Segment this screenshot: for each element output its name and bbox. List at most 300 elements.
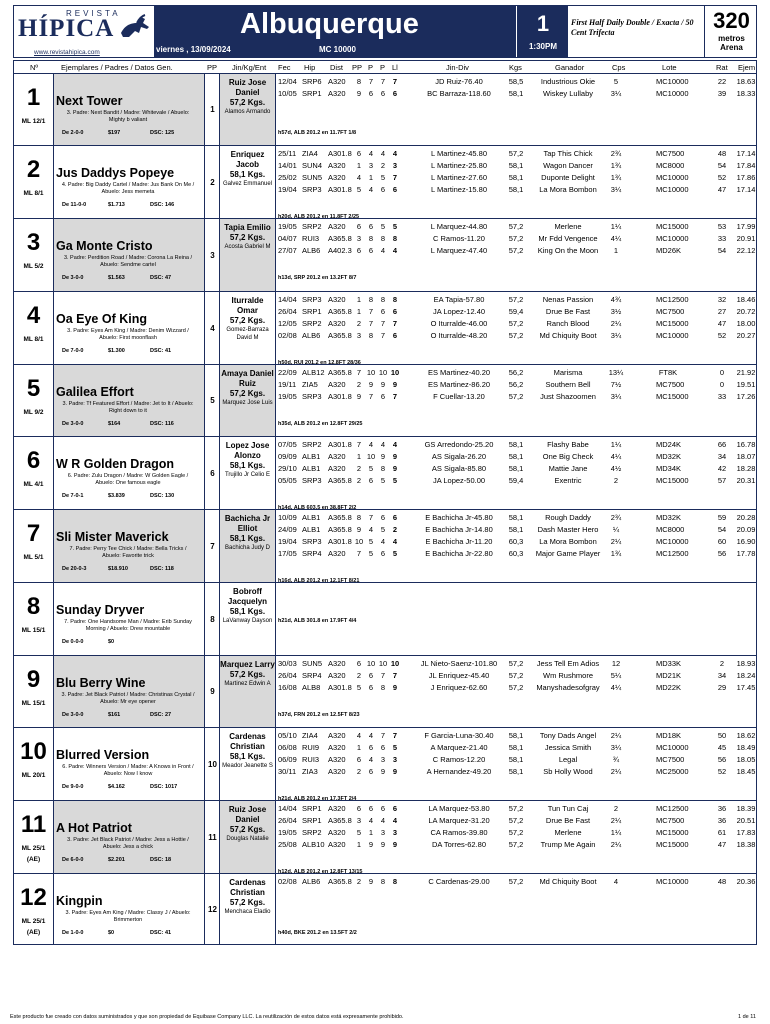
trainer-name[interactable]: Martinez Edwin A — [224, 681, 271, 687]
pp-field: L Marquez-47.40 — [430, 246, 488, 255]
pp-field: A301.8 — [328, 683, 352, 692]
trainer-name[interactable]: Marquez Jose Luis — [222, 400, 273, 406]
pp-field: A320 — [328, 77, 346, 86]
pp-field: 20.51 — [736, 816, 756, 825]
horse-name[interactable]: Next Tower — [56, 94, 123, 108]
horse-pedigree: 4. Padre: Big Daddy Cartel / Madre: Jus Bank On Me / Abuelo: Jess memeta — [61, 182, 195, 195]
pp-field: ALB6 — [302, 877, 321, 886]
jockey-name[interactable]: Cardenas Christian — [229, 878, 266, 897]
horse-days-since: DSC: 41 — [150, 348, 172, 354]
pp-field: 6 — [380, 185, 386, 194]
jockey-name[interactable]: Cardenas Christian — [229, 732, 266, 751]
pp-field: AS Sigala-85.80 — [431, 464, 487, 473]
past-performance-line[interactable] — [276, 88, 758, 100]
jockey-weight: 58,1 Kgs. — [229, 534, 266, 543]
pp-field: 6 — [368, 683, 374, 692]
past-performances — [276, 874, 758, 944]
pp-field: MC15000 — [656, 828, 689, 837]
track-banner — [154, 6, 516, 57]
horse-days-since: DSC: 47 — [150, 275, 172, 281]
pp-field: 57,2 — [508, 877, 524, 886]
pp-field: MD26K — [656, 246, 682, 255]
pp-field: E Bachicha Jr-22.80 — [425, 549, 493, 558]
pp-field: 18.07 — [736, 452, 756, 461]
post-position: 12 — [208, 904, 217, 914]
pp-field: 8 — [368, 234, 374, 243]
pp-field: 57,2 — [508, 840, 524, 849]
pp-field: Drue Be Fast — [545, 816, 591, 825]
horse-pedigree: 3. Padre: Tf Featured Effort / Madre: Jet to It / Abuelo: Right down to it — [62, 401, 194, 414]
pp-field: SRP1 — [302, 804, 322, 813]
horse-info-cell — [54, 219, 205, 291]
trainer-name[interactable]: Acosta Gabriel M — [224, 244, 271, 250]
past-performance-line[interactable] — [276, 766, 758, 778]
post-position: 7 — [210, 541, 215, 551]
pp-field: Merlene — [554, 222, 582, 231]
past-performance-line[interactable] — [276, 184, 758, 196]
pp-field: 6 — [380, 549, 386, 558]
jockey-weight: 58,1 Kgs. — [229, 752, 266, 761]
past-performance-line[interactable] — [276, 524, 758, 536]
horse-name[interactable]: W R Golden Dragon — [56, 457, 175, 471]
horse-info-cell — [54, 74, 205, 145]
jockey-name[interactable]: Marquez Larry — [220, 660, 275, 669]
jockey-cell — [220, 656, 276, 727]
pp-field: Nenas Passion — [542, 295, 594, 304]
pp-field: 1 — [368, 828, 374, 837]
pp-field: 1 — [356, 840, 362, 849]
past-performance-line[interactable] — [276, 172, 758, 184]
pp-field: 34 — [717, 452, 727, 461]
pp-field: 19/05 — [278, 392, 297, 401]
pp-field: 9 — [392, 464, 398, 473]
logo[interactable] — [14, 6, 154, 57]
jockey-name[interactable]: Ruiz Jose Daniel — [228, 805, 267, 824]
horse-earnings: $1.563 — [108, 275, 125, 281]
pp-field: 6 — [356, 659, 362, 668]
pp-field: 6 — [380, 392, 386, 401]
pp-field: ZIA5 — [302, 380, 318, 389]
pp-field: 52 — [717, 331, 727, 340]
horse-number-cell — [14, 74, 54, 145]
past-performance-line[interactable] — [276, 391, 758, 403]
pp-field: ALB6 — [302, 331, 321, 340]
pp-field: A320 — [328, 671, 346, 680]
pp-field: 10 — [390, 659, 400, 668]
horse-name[interactable]: Ga Monte Cristo — [56, 239, 153, 253]
col-fec: Fec — [278, 63, 291, 72]
pp-field: Major Game Player — [535, 549, 601, 558]
pp-field: 9 — [356, 89, 362, 98]
pp-field: 1¼ — [610, 222, 622, 231]
pp-field: 8 — [392, 295, 398, 304]
past-performance-line[interactable] — [276, 548, 758, 560]
pp-field: A320 — [328, 452, 346, 461]
trainer-name[interactable]: Menchaca Eladio — [224, 909, 271, 915]
trainer-name[interactable]: Douglas Natalie — [226, 836, 269, 842]
pp-field: 8 — [380, 877, 386, 886]
page-number: 1 de 11 — [738, 1014, 756, 1020]
horse-name[interactable]: Sunday Dryver — [56, 603, 145, 617]
pp-field: 59 — [717, 513, 727, 522]
pp-field: 02/08 — [278, 877, 297, 886]
past-performance-line[interactable] — [276, 839, 758, 851]
pp-field: 20.09 — [736, 525, 756, 534]
past-performance-line[interactable] — [276, 160, 758, 172]
pp-field: 14/01 — [278, 161, 297, 170]
pp-field: 20.91 — [736, 234, 756, 243]
horse-row[interactable] — [13, 292, 757, 365]
pp-field: MC15000 — [656, 392, 689, 401]
pp-field: 58,1 — [508, 731, 524, 740]
horse-icon — [117, 11, 153, 43]
pp-field: MC7500 — [656, 816, 685, 825]
horse-number: 2 — [26, 156, 41, 183]
horse-stats — [62, 857, 202, 863]
jockey-weight: 57,2 Kgs. — [229, 898, 266, 907]
pp-field: A320 — [328, 464, 346, 473]
pp-field: MD22K — [656, 683, 682, 692]
horse-number-cell — [14, 437, 54, 509]
pp-field: 14/04 — [278, 295, 297, 304]
pp-field: 05/10 — [278, 731, 297, 740]
pp-field: 3 — [356, 816, 362, 825]
pp-field: BC Barraza-118.60 — [427, 89, 491, 98]
pp-field: L Martinez-27.60 — [430, 173, 487, 182]
jockey-name[interactable]: Bachicha Jr Elliot — [224, 514, 271, 533]
horse-days-since: DSC: 1017 — [150, 784, 178, 790]
pp-field: Md Chiquity Boot — [539, 331, 597, 340]
pp-field: L Martinez-25.80 — [430, 161, 487, 170]
trainer-name[interactable]: Gomez-Barraza David M — [226, 327, 269, 341]
pp-field: JL Enriquez-45.40 — [428, 671, 490, 680]
col-num: Nº — [30, 63, 39, 72]
jockey-name[interactable]: Ruiz Jose Daniel — [228, 78, 267, 97]
pp-field: 8 — [380, 295, 386, 304]
pp-field: CA Ramos-39.80 — [430, 828, 488, 837]
pp-field: C Ramos-12.20 — [432, 755, 486, 764]
past-performance-line[interactable] — [276, 306, 758, 318]
pp-field: 0 — [719, 368, 725, 377]
pp-field: 7 — [368, 513, 374, 522]
pp-field: 3 — [380, 755, 386, 764]
pp-field: AS Sigala-26.20 — [431, 452, 487, 461]
horse-number-cell — [14, 874, 54, 944]
horse-number: 3 — [26, 229, 41, 256]
pp-field: 58,5 — [508, 77, 524, 86]
past-performances — [276, 292, 758, 364]
morning-line: ML 15/1 — [21, 627, 46, 634]
morning-line: ML 12/1 — [21, 118, 46, 125]
pp-field: 7 — [380, 731, 386, 740]
pp-field: 9 — [392, 840, 398, 849]
horse-row[interactable] — [13, 146, 757, 219]
past-performances — [276, 801, 758, 873]
pp-field: 58,1 — [508, 767, 524, 776]
past-performance-line[interactable] — [276, 233, 758, 245]
pp-field: A320 — [328, 380, 346, 389]
past-performance-line[interactable] — [276, 742, 758, 754]
morning-line: ML 5/2 — [23, 263, 44, 270]
post-position: 4 — [210, 323, 215, 333]
horse-stats — [62, 130, 202, 136]
pp-field: 9 — [368, 380, 374, 389]
pp-field: 4¼ — [610, 683, 622, 692]
horse-row[interactable] — [13, 437, 757, 510]
horse-days-since: DSC: 125 — [150, 130, 175, 136]
pp-field: 10/09 — [278, 513, 297, 522]
pp-field: E Bachicha Jr-14.80 — [425, 525, 493, 534]
pp-field: C Cardenas-29.00 — [428, 877, 490, 886]
post-position-cell — [205, 437, 220, 509]
jockey-name[interactable]: Lopez Jose Alonzo — [225, 441, 270, 460]
past-performance-line[interactable] — [276, 76, 758, 88]
pp-field: 56 — [717, 549, 727, 558]
pp-field: 4 — [368, 185, 374, 194]
pp-field: A365.8 — [328, 331, 352, 340]
pp-field: 9 — [356, 525, 362, 534]
horse-row[interactable] — [13, 728, 757, 801]
horse-earnings: $4.162 — [108, 784, 125, 790]
horse-row[interactable] — [13, 74, 757, 146]
pp-field: MC10000 — [656, 173, 689, 182]
pp-field: A301.8 — [328, 392, 352, 401]
past-performance-line[interactable] — [276, 815, 758, 827]
pp-field: 10 — [354, 537, 364, 546]
past-performance-line[interactable] — [276, 318, 758, 330]
pp-field: 59,4 — [508, 476, 524, 485]
past-performance-line[interactable] — [276, 827, 758, 839]
pp-field: 7 — [392, 319, 398, 328]
past-performances — [276, 728, 758, 800]
distance-box — [704, 6, 758, 57]
past-performance-line[interactable] — [276, 730, 758, 742]
horse-number: 4 — [26, 302, 41, 329]
pp-field: MC10000 — [656, 877, 689, 886]
pp-field: 57,2 — [508, 671, 524, 680]
horse-number: 1 — [26, 84, 41, 111]
pp-field: MC15000 — [656, 319, 689, 328]
post-position-cell — [205, 219, 220, 291]
past-performance-line[interactable] — [276, 148, 758, 160]
pp-field: 7 — [392, 731, 398, 740]
pp-field: 9 — [392, 683, 398, 692]
horse-stats — [62, 639, 202, 645]
trainer-name[interactable]: Bachicha Judy D — [224, 545, 271, 551]
pp-field: ZIA3 — [302, 767, 318, 776]
horse-earnings: $2.201 — [108, 857, 125, 863]
horse-name[interactable]: Sli Mister Maverick — [56, 530, 169, 544]
pp-field: 8 — [380, 234, 386, 243]
horse-row[interactable] — [13, 510, 757, 583]
horse-stats — [62, 784, 202, 790]
pp-field: 9 — [380, 380, 386, 389]
horse-name[interactable]: Blurred Version — [56, 748, 150, 762]
pp-field: 14/04 — [278, 804, 297, 813]
pp-field: 4 — [392, 440, 398, 449]
horse-record: De 6-0-0 — [62, 857, 84, 863]
horse-row[interactable] — [13, 656, 757, 728]
past-performance-line[interactable] — [276, 876, 758, 888]
pp-field: Exentric — [554, 476, 582, 485]
pp-field: 6 — [368, 804, 374, 813]
pp-field: 07/05 — [278, 440, 297, 449]
trainer-name[interactable]: Trujillo Jr Celio E — [224, 472, 271, 478]
horse-row[interactable] — [13, 874, 757, 945]
past-performance-line[interactable] — [276, 330, 758, 342]
horse-name[interactable]: Jus Daddys Popeye — [56, 166, 175, 180]
past-performance-line[interactable] — [276, 221, 758, 233]
horse-number-cell — [14, 146, 54, 218]
horse-record: De 3-0-0 — [62, 421, 84, 427]
pp-field: 6 — [380, 513, 386, 522]
past-performance-line[interactable] — [276, 682, 758, 694]
past-performance-line[interactable] — [276, 536, 758, 548]
pp-field: 1 — [356, 161, 362, 170]
past-performances — [276, 437, 758, 509]
pp-field: 8 — [368, 295, 374, 304]
trainer-name[interactable]: Galvez Emmanuel — [222, 181, 273, 187]
past-performance-line[interactable] — [276, 754, 758, 766]
pp-field: 09/09 — [278, 452, 297, 461]
pp-field: A320 — [328, 295, 346, 304]
pp-field: ES Martinez-86.20 — [427, 380, 491, 389]
pp-field: 56,2 — [508, 368, 524, 377]
logo-url[interactable]: www.revistahipica.com — [34, 49, 100, 56]
past-performances — [276, 74, 758, 145]
horse-name[interactable]: Kingpin — [56, 894, 103, 908]
pp-field: 1 — [356, 452, 362, 461]
jockey-weight: 57,2 Kgs. — [229, 233, 266, 242]
pp-field: 6 — [368, 222, 374, 231]
pp-field: 7 — [380, 319, 386, 328]
pp-field: 58,1 — [508, 525, 524, 534]
pp-field: Southern Bell — [545, 380, 591, 389]
past-performance-line[interactable] — [276, 439, 758, 451]
pp-field: 7 — [392, 173, 398, 182]
horse-row[interactable] — [13, 219, 757, 292]
jockey-name[interactable]: Bobroff Jacquelyn — [227, 587, 268, 606]
pp-field: 3 — [392, 755, 398, 764]
jockey-name[interactable]: Tapia Emilio — [224, 223, 271, 232]
past-performance-line[interactable] — [276, 451, 758, 463]
pp-field: 1¾ — [610, 173, 622, 182]
horse-row[interactable] — [13, 583, 757, 656]
pp-field: ALB10 — [302, 840, 325, 849]
jockey-weight: 57,2 Kgs. — [229, 389, 266, 398]
horse-stats — [62, 348, 202, 354]
pp-field: 57,2 — [508, 222, 524, 231]
past-performance-line[interactable] — [276, 658, 758, 670]
pp-field: Trump Me Again — [540, 840, 596, 849]
pp-field: 27 — [717, 307, 727, 316]
horse-name[interactable]: Oa Eye Of King — [56, 312, 147, 326]
pp-field: 6 — [356, 149, 362, 158]
past-performance-line[interactable] — [276, 512, 758, 524]
horse-name[interactable]: Galilea Effort — [56, 385, 134, 399]
pp-field: 5 — [356, 828, 362, 837]
col-p2: P — [380, 63, 386, 72]
post-position: 9 — [210, 687, 215, 696]
past-performance-line[interactable] — [276, 463, 758, 475]
jockey-name[interactable]: Iturralde Omar — [231, 296, 264, 315]
pp-field: 57,2 — [508, 683, 524, 692]
past-performance-line[interactable] — [276, 294, 758, 306]
horse-row[interactable] — [13, 801, 757, 874]
pp-field: 50 — [717, 731, 727, 740]
pp-field: 10 — [378, 659, 388, 668]
horse-name[interactable]: A Hot Patriot — [56, 821, 132, 835]
pp-field: 2 — [356, 476, 362, 485]
pp-field: 48 — [717, 149, 727, 158]
past-performance-line[interactable] — [276, 475, 758, 487]
logo-small-text: REVISTA — [66, 9, 121, 18]
pp-field: SRP3 — [302, 185, 322, 194]
pp-field: 33 — [717, 234, 727, 243]
past-performance-line[interactable] — [276, 367, 758, 379]
pp-field: 1¼ — [610, 828, 622, 837]
pp-field: 05/05 — [278, 476, 297, 485]
pp-field: GS Arredondo-25.20 — [424, 440, 494, 449]
pp-field: MC15000 — [656, 222, 689, 231]
pp-field: 4½ — [610, 464, 622, 473]
past-performance-line[interactable] — [276, 803, 758, 815]
pp-field: Rough Daddy — [545, 513, 591, 522]
past-performance-line[interactable] — [276, 379, 758, 391]
jockey-name[interactable]: Enriquez Jacob — [230, 150, 265, 169]
pp-field: 5 — [392, 222, 398, 231]
pp-field: 13¼ — [608, 368, 624, 377]
pp-field: 26/04 — [278, 307, 297, 316]
pp-field: 47 — [717, 185, 727, 194]
pp-field: 2 — [356, 877, 362, 886]
pp-field: A320 — [328, 767, 346, 776]
pp-field: Drue Be Fast — [545, 307, 591, 316]
pp-field: SRP2 — [302, 828, 322, 837]
horse-row[interactable] — [13, 365, 757, 437]
jockey-weight: 58,1 Kgs. — [229, 461, 266, 470]
pp-field: Duponte Delight — [541, 173, 595, 182]
trainer-name[interactable]: LaVanway Dayson — [222, 618, 273, 624]
trainer-name[interactable]: Alamos Armando — [224, 109, 271, 115]
horse-name[interactable]: Blu Berry Wine — [56, 676, 146, 690]
pp-field: 6 — [392, 331, 398, 340]
col-winner: Ganador — [555, 63, 585, 72]
pp-field: 7 — [368, 307, 374, 316]
pp-field: 60 — [717, 537, 727, 546]
pp-field: 8 — [356, 513, 362, 522]
pp-field: 5 — [368, 549, 374, 558]
pp-field: MD18K — [656, 731, 682, 740]
col-p1: P — [368, 63, 374, 72]
pp-field: JA Lopez-12.40 — [432, 307, 486, 316]
col-jin-div: Jin-Div — [446, 63, 469, 72]
pp-field: Just Shazoomen — [540, 392, 596, 401]
morning-line: ML 5/1 — [23, 554, 44, 561]
past-performance-line[interactable] — [276, 670, 758, 682]
past-performance-line[interactable] — [276, 245, 758, 257]
trainer-name[interactable]: Meador Jeanette S — [222, 763, 273, 769]
pp-field: 54 — [717, 161, 727, 170]
pp-field: King On the Moon — [537, 246, 599, 255]
post-position: 6 — [210, 468, 215, 478]
pp-field: 54 — [717, 246, 727, 255]
horse-info-cell — [54, 801, 205, 873]
pp-field: 36 — [717, 816, 727, 825]
jockey-name[interactable]: Amaya Daniel Ruiz — [221, 369, 274, 388]
pp-field: 58,1 — [508, 173, 524, 182]
pp-field: ¼ — [612, 525, 620, 534]
